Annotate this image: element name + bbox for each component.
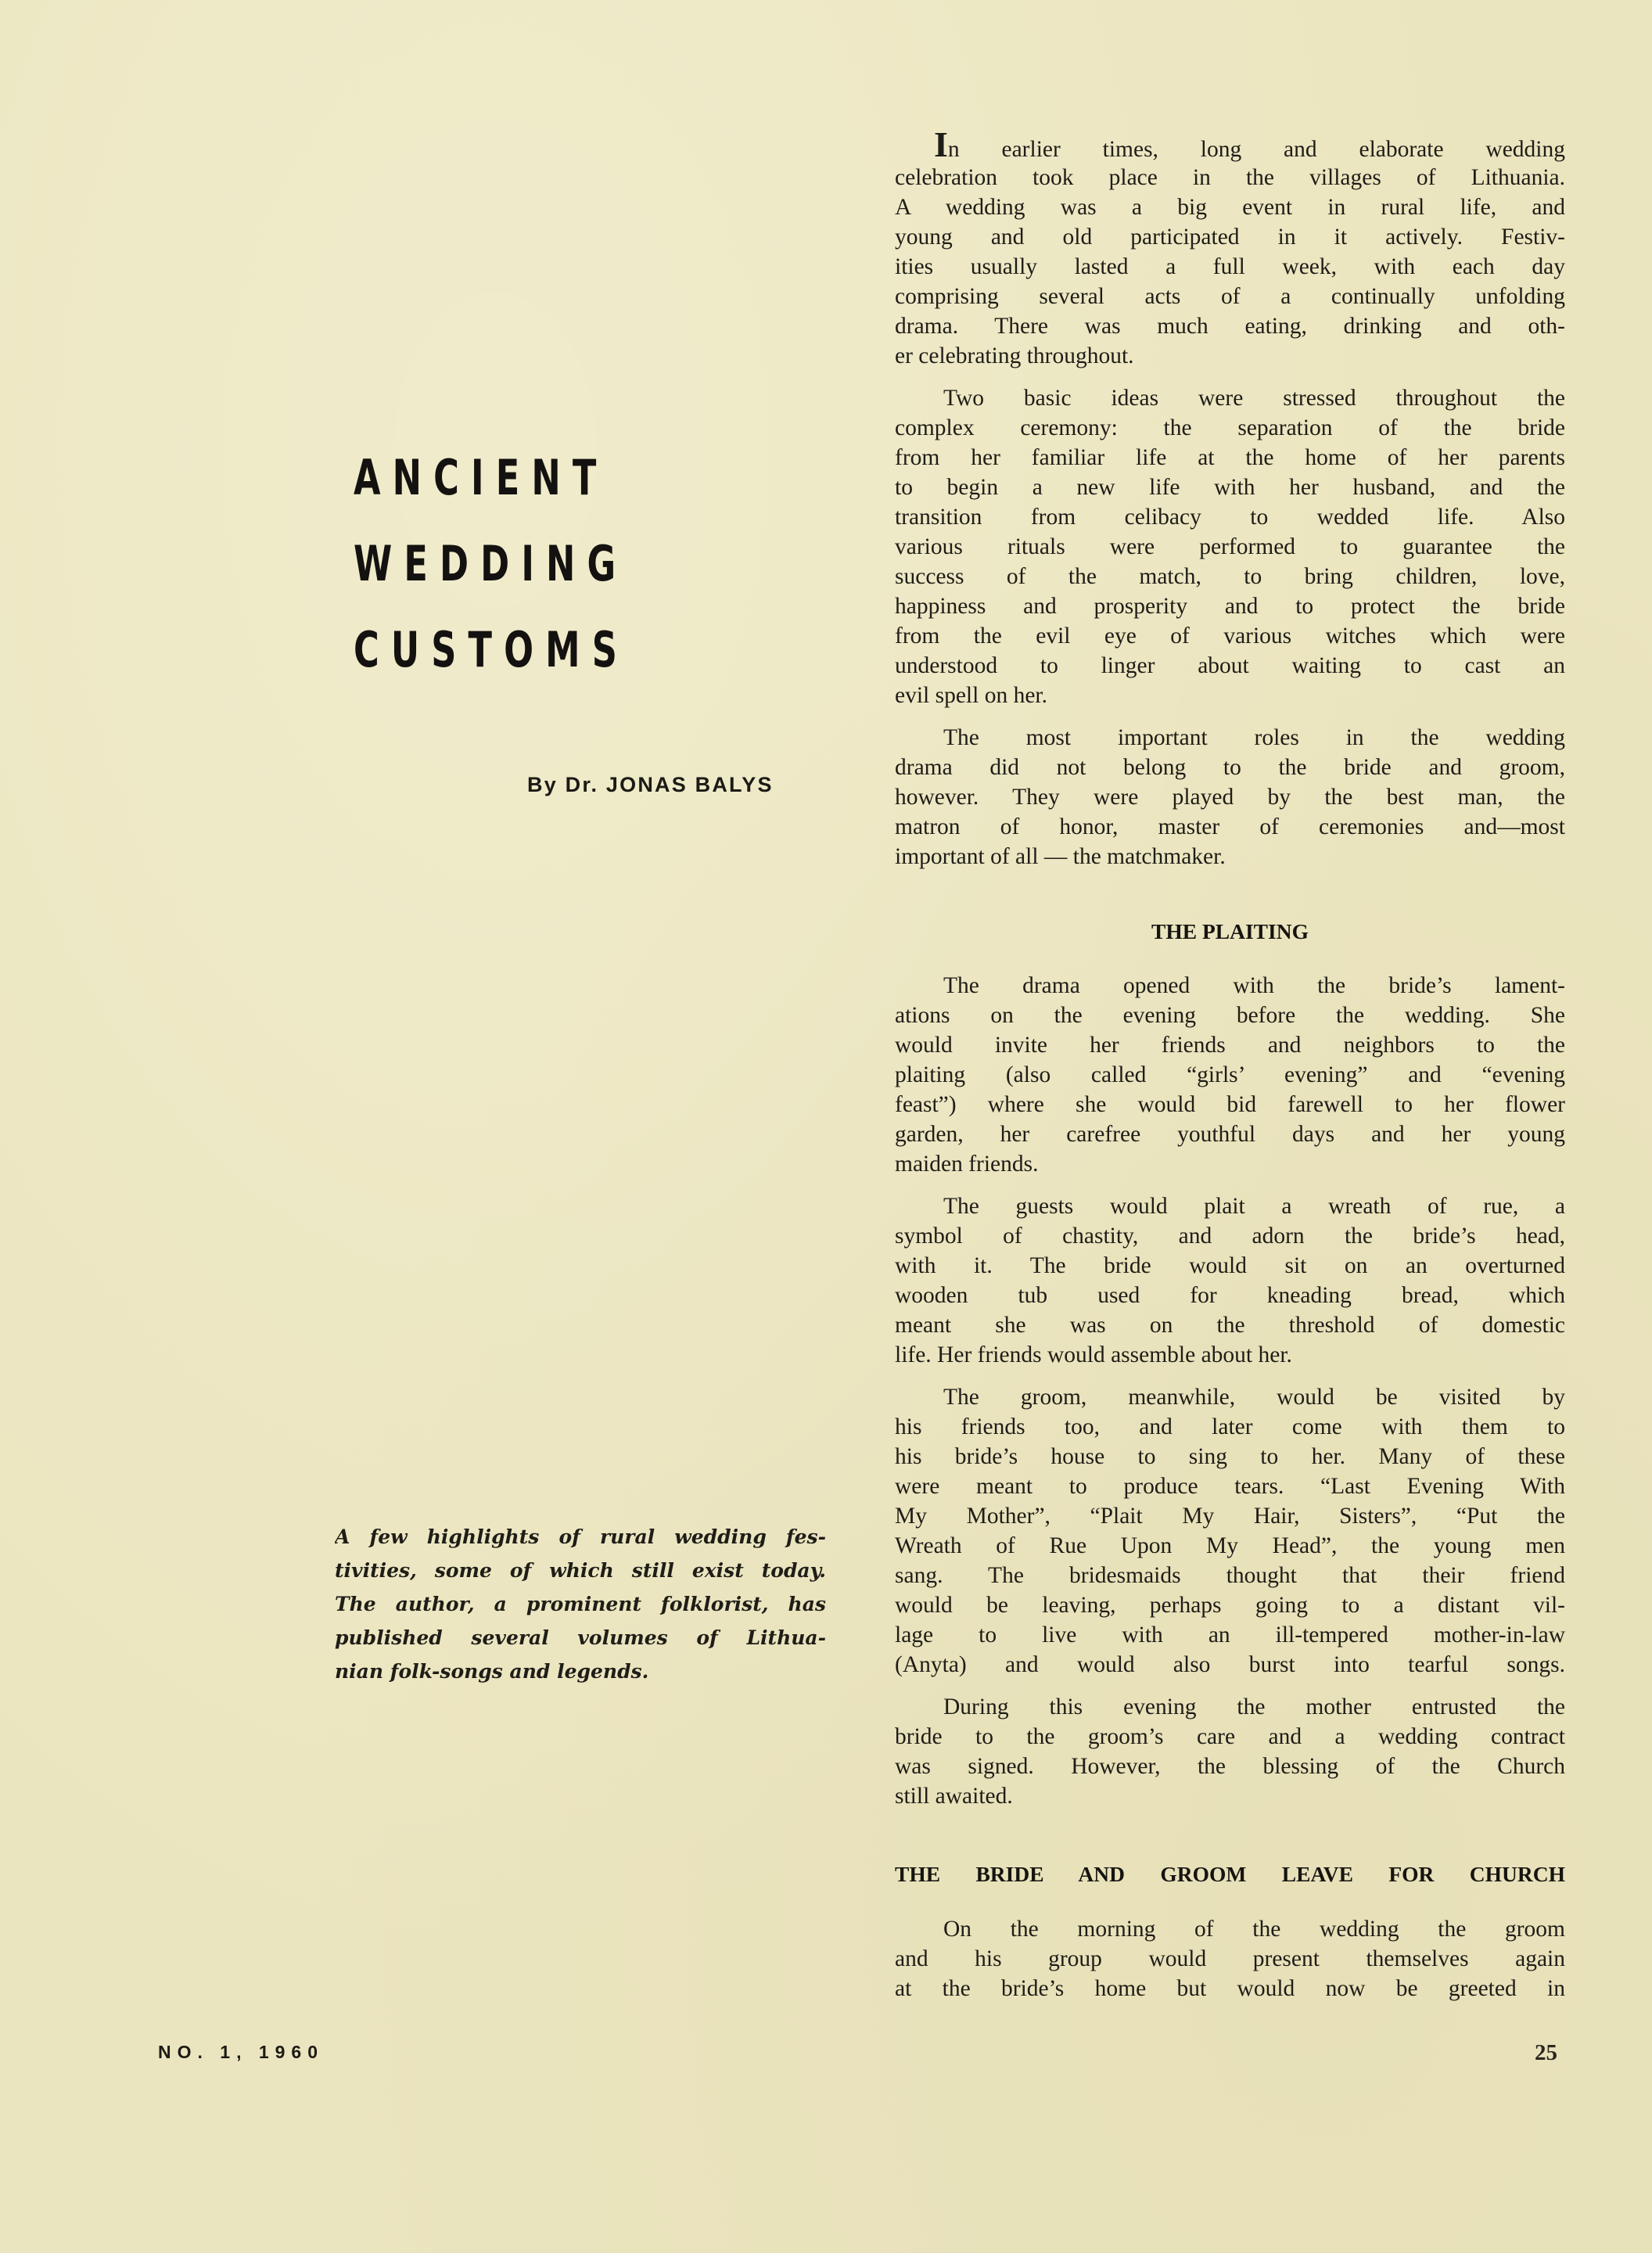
text-line: The most important roles in the wedding: [943, 725, 1565, 750]
text-line: life. Her friends would assemble about her.: [895, 1342, 1292, 1367]
paragraph: [895, 971, 1565, 1179]
text-line: important of all — the matchmaker.: [895, 844, 1226, 869]
text-line: feast”) where she would bid farewell to her flower: [895, 1092, 1565, 1117]
text-line: from the evil eye of various witches which were: [895, 623, 1565, 649]
text-line: maiden friends.: [895, 1152, 1039, 1177]
drop-cap: I: [934, 133, 948, 163]
text-line: The drama opened with the bride’s lament-: [943, 973, 1565, 998]
text-line: My Mother”, “Plait My Hair, Sisters”, “Put the: [895, 1504, 1565, 1529]
section-heading: THE PLAITING: [1151, 919, 1309, 943]
paragraph: [895, 1914, 1565, 2003]
text-line: lage to live with an ill-tempered mother-in-law: [895, 1622, 1565, 1648]
text-line: still awaited.: [895, 1784, 1013, 1809]
text-line: complex ceremony: the separation of the bride: [895, 415, 1565, 440]
paragraph: [895, 723, 1565, 871]
deck-line: The author, a prominent folklorist, has: [335, 1593, 826, 1615]
text-line: ities usually lasted a full week, with each day: [895, 254, 1565, 279]
text-line: wooden tub used for kneading bread, which: [895, 1283, 1565, 1308]
article-body: [895, 133, 1565, 2016]
text-line: A wedding was a big event in rural life, and: [895, 195, 1565, 220]
article-title: [354, 435, 629, 693]
text-line: Two basic ideas were stressed throughout the: [943, 386, 1565, 411]
text-line: The groom, meanwhile, would be visited by: [943, 1385, 1565, 1410]
text-line: and his group would present themselves again: [895, 1946, 1565, 1971]
text-line: would invite her friends and neighbors to the: [895, 1033, 1565, 1058]
text-line: During this evening the mother entrusted the: [943, 1694, 1565, 1719]
text-line: matron of honor, master of ceremonies and—most: [895, 814, 1565, 839]
text-line: er celebrating throughout.: [895, 343, 1134, 368]
text-line: (Anyta) and would also burst into tearful songs.: [895, 1652, 1565, 1677]
page-number: 25: [1535, 2040, 1557, 2065]
text-line: with it. The bride would sit on an overturned: [895, 1253, 1565, 1278]
text-line: however. They were played by the best man, the: [895, 785, 1565, 810]
text-line: plaiting (also called “girls’ evening” and “evening: [895, 1062, 1565, 1087]
text-line: various rituals were performed to guarantee the: [895, 534, 1565, 559]
text-line: from her familiar life at the home of her parents: [895, 445, 1565, 470]
author-byline: By Dr. JONAS BALYS: [527, 773, 774, 796]
text-line: success of the match, to bring children, love,: [895, 564, 1565, 589]
text-line: at the bride’s home but would now be greeted in: [895, 1976, 1565, 2001]
text-line: sang. The bridesmaids thought that their friend: [895, 1563, 1565, 1588]
text-line: The guests would plait a wreath of rue, a: [943, 1194, 1565, 1219]
text-line: On the morning of the wedding the groom: [943, 1917, 1565, 1942]
text-line: bride to the groom’s care and a wedding contract: [895, 1724, 1565, 1749]
deck-line: A few highlights of rural wedding fes-: [335, 1525, 826, 1548]
issue-folio: NO. 1, 1960: [158, 2042, 325, 2062]
text-line: comprising several acts of a continually unfolding: [895, 284, 1565, 309]
text-line: understood to linger about waiting to cast an: [895, 653, 1565, 678]
text-line: happiness and prosperity and to protect the bride: [895, 594, 1565, 619]
paragraph-intro: [895, 133, 1565, 371]
text-line: Wreath of Rue Upon My Head”, the young men: [895, 1533, 1565, 1558]
text-line: to begin a new life with her husband, and the: [895, 475, 1565, 500]
title-line: WEDDING: [354, 535, 628, 592]
title-line: ANCIENT: [354, 449, 609, 506]
text-line: would be leaving, perhaps going to a distant vil-: [895, 1593, 1565, 1618]
text-line-rest: n earlier times, long and elaborate wedding: [947, 137, 1565, 162]
text-line: were meant to produce tears. “Last Evening With: [895, 1474, 1565, 1499]
title-line: CUSTOMS: [354, 621, 629, 678]
deck-line: published several volumes of Lithua-: [335, 1626, 826, 1649]
text-line: [895, 133, 1565, 163]
deck-line: tivities, some of which still exist today.: [335, 1559, 826, 1582]
text-line: drama. There was much eating, drinking and oth-: [895, 314, 1565, 339]
text-line: his friends too, and later come with them to: [895, 1414, 1565, 1439]
text-line: garden, her carefree youthful days and her young: [895, 1122, 1565, 1147]
text-line: ations on the evening before the wedding. She: [895, 1003, 1565, 1028]
paragraph: [895, 1382, 1565, 1680]
text-line: symbol of chastity, and adorn the bride’s head,: [895, 1224, 1565, 1249]
section-heading: THE BRIDE AND GROOM LEAVE FOR CHURCH: [895, 1862, 1565, 1886]
paragraph: [895, 1692, 1565, 1811]
text-line: young and old participated in it actively. Festiv-: [895, 225, 1565, 250]
article-deck: [335, 1520, 826, 1688]
text-line: meant she was on the threshold of domestic: [895, 1313, 1565, 1338]
text-line: celebration took place in the villages of Lithuania.: [895, 165, 1565, 190]
deck-line: nian folk-songs and legends.: [335, 1660, 649, 1683]
text-line: evil spell on her.: [895, 683, 1047, 708]
paragraph: [895, 1191, 1565, 1370]
text-line: was signed. However, the blessing of the Church: [895, 1754, 1565, 1779]
text-line: his bride’s house to sing to her. Many of these: [895, 1444, 1565, 1469]
paragraph: [895, 383, 1565, 710]
text-line: transition from celibacy to wedded life. Also: [895, 505, 1565, 530]
text-line: drama did not belong to the bride and groom,: [895, 755, 1565, 780]
